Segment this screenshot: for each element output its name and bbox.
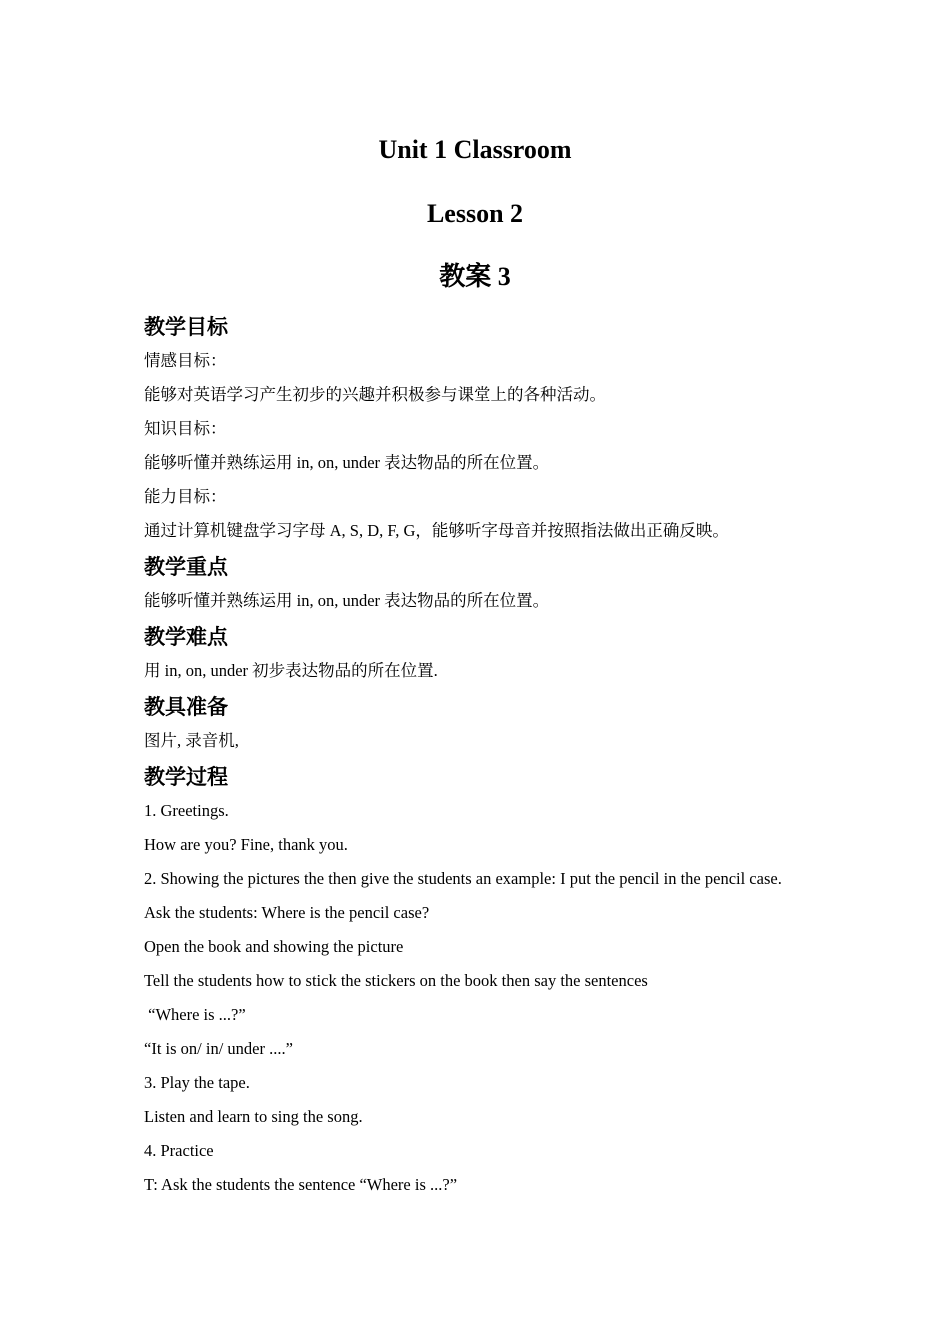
materials-text: 图片, 录音机, [144, 731, 239, 750]
unit-title: Unit 1 Classroom [378, 135, 572, 164]
lesson-plan-title: 教案 3 [439, 262, 511, 291]
lesson-title: Lesson 2 [426, 199, 524, 228]
affective-label: 情感目标： [144, 351, 227, 370]
process-heading: 教学过程 [144, 765, 228, 789]
process-line: 4. Practice [144, 1141, 214, 1160]
difficulties-text: 用 in, on, under 初步表达物品的所在位置. [144, 661, 438, 680]
process-line: Listen and learn to sing the song. [144, 1107, 363, 1126]
ability-text: 通过计算机键盘学习字母 A, S, D, F, G，能够听字母音并按照指法做出正确反映。 [144, 521, 729, 540]
objectives-heading: 教学目标 [144, 315, 228, 339]
process-line: “It is on/ in/ under ....” [144, 1039, 293, 1058]
process-line: Open the book and showing the picture [144, 937, 404, 956]
document-body [144, 310, 824, 1204]
knowledge-label: 知识目标： [144, 419, 227, 438]
knowledge-text: 能够听懂并熟练运用 in, on, under 表达物品的所在位置。 [144, 453, 550, 472]
ability-label: 能力目标： [144, 487, 227, 506]
process-line: T: Ask the students the sentence “Where is ...?” [144, 1175, 458, 1194]
process-line: Tell the students how to stick the stickers on the book then say the sentences [144, 971, 648, 990]
key-points-heading: 教学重点 [144, 555, 228, 579]
difficulties-heading: 教学难点 [144, 625, 228, 649]
process-line: 1. Greetings. [144, 801, 229, 820]
process-line: Ask the students: Where is the pencil case? [144, 903, 430, 922]
materials-heading: 教具准备 [144, 695, 228, 719]
process-line: 2. Showing the pictures the then give the students an example: I put the pencil in the pencil case. [144, 869, 782, 888]
process-line: How are you? Fine, thank you. [144, 835, 348, 854]
key-points-text: 能够听懂并熟练运用 in, on, under 表达物品的所在位置。 [144, 591, 550, 610]
affective-text: 能够对英语学习产生初步的兴趣并积极参与课堂上的各种活动。 [144, 385, 606, 404]
process-line: “Where is ...?” [144, 1005, 246, 1024]
process-line: 3. Play the tape. [144, 1073, 250, 1092]
